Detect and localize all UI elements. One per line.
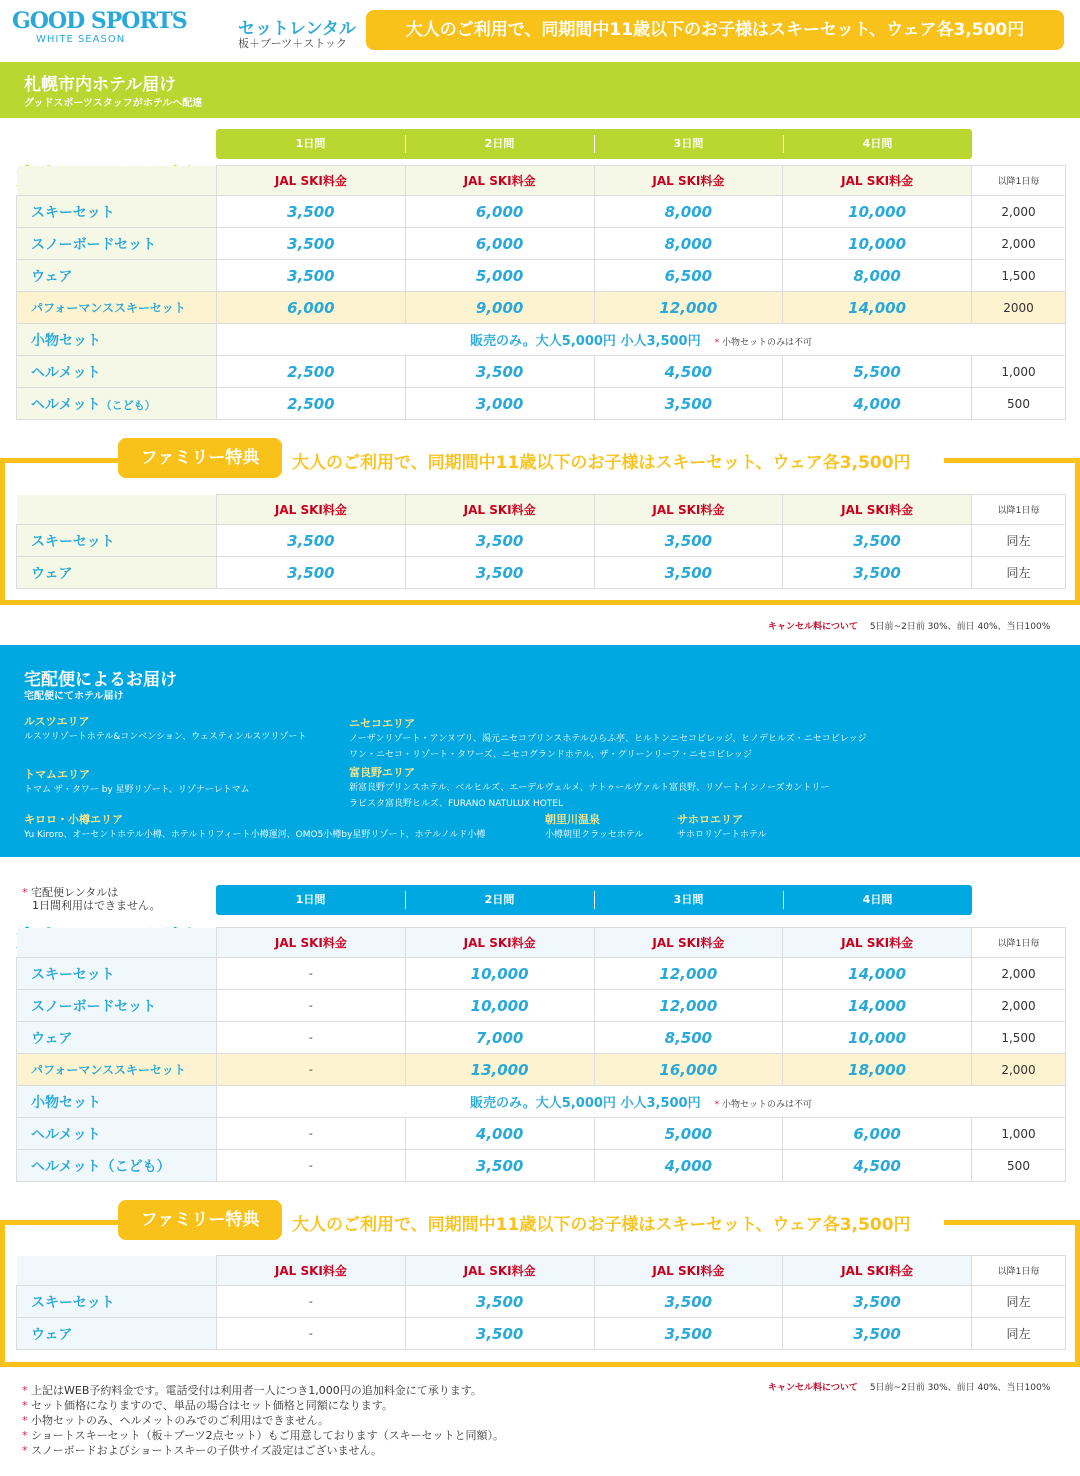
extra-day-cell: 2,000 <box>972 958 1066 990</box>
price-cell: 10,000 <box>783 196 972 228</box>
price-header: JAL SKI料金 <box>217 495 406 525</box>
extra-day-cell: 同左 <box>972 525 1066 557</box>
price-header: JAL SKI料金 <box>783 166 972 196</box>
price-cell: 3,500 <box>783 557 972 589</box>
price-cell: 6,000 <box>217 292 406 324</box>
table-row <box>17 388 1066 420</box>
delivery-family-text: 大人のご利用で、同期間中11歳以下のお子様はスキーセット、ウェア各3,500円 <box>292 1215 911 1235</box>
price-cell: - <box>217 1150 406 1182</box>
table-row <box>17 958 1066 990</box>
price-cell: 3,500 <box>594 1286 783 1318</box>
delivery-table-body <box>17 958 1066 1182</box>
price-cell: 5,000 <box>405 260 594 292</box>
row-name: パフォーマンススキーセット <box>17 292 217 324</box>
price-cell: 3,500 <box>405 557 594 589</box>
table-row <box>17 1318 1066 1350</box>
hotel-table-body <box>17 196 1066 420</box>
price-cell: - <box>217 990 406 1022</box>
cancel-label: キャンセル料について <box>768 1383 858 1393</box>
extra-day-cell: 500 <box>972 1150 1066 1182</box>
price-cell: 12,000 <box>594 958 783 990</box>
logo: GOOD SPORTS <box>12 8 187 34</box>
price-cell: 3,500 <box>217 228 406 260</box>
price-cell: 3,000 <box>405 388 594 420</box>
row-name: 小物セット <box>17 324 217 356</box>
delivery-price-table <box>16 927 1066 1182</box>
table-row <box>17 228 1066 260</box>
price-cell: 6,000 <box>405 228 594 260</box>
extra-day-cell: 2,000 <box>972 990 1066 1022</box>
header-promo-badge: 大人のご利用で、同期間中11歳以下のお子様はスキーセット、ウェア各3,500円 <box>366 10 1064 50</box>
price-header: JAL SKI料金 <box>405 495 594 525</box>
price-cell: 4,500 <box>783 1150 972 1182</box>
footnote: * スノーボードおよびショートスキーの子供サイズ設定はございません。 <box>22 1444 383 1457</box>
table-row <box>17 525 1066 557</box>
row-name: スキーセット <box>17 958 217 990</box>
area-niseko: ニセコエリア ノーザンリゾート・アンヌプリ、湯元ニセコプリンスホテルひらふ亭、ヒルトンニセコビレッジ、ヒノデヒルズ・ニセコビレッジ ワン・ニセコ・リゾート・タワーズ、ニセコグランドホテル、ザ・グリーンリーフ・ニセコビレッジ <box>349 717 867 760</box>
extra-day-cell: 同左 <box>972 1286 1066 1318</box>
cancel-text: 5日前~2日前 30%、前日 40%、当日100% <box>869 1383 1051 1393</box>
delivery-same-price-label: 大人・こども同額 <box>16 927 193 952</box>
hotel-family-text: 大人のご利用で、同期間中11歳以下のお子様はスキーセット、ウェア各3,500円 <box>292 453 911 473</box>
price-cell: 18,000 <box>783 1054 972 1086</box>
day-3-header: 3日間 <box>594 885 783 915</box>
day-1-header: 1日間 <box>295 893 326 906</box>
cancel-label: キャンセル料について <box>768 622 858 632</box>
row-name: スキーセット <box>17 1286 217 1318</box>
extra-day-cell: 1,000 <box>972 1118 1066 1150</box>
area-sahoro: サホロエリア サホロリゾートホテル <box>677 813 767 840</box>
price-cell: 12,000 <box>594 990 783 1022</box>
row-name: スキーセット <box>17 525 217 557</box>
day-4-header: 4日間 <box>783 129 972 159</box>
price-cell: 2,500 <box>217 356 406 388</box>
price-cell: 4,000 <box>405 1118 594 1150</box>
area-furano: 富良野エリア 新富良野プリンスホテル、ベルヒルズ、エーデルヴェルメ、ナトゥールヴァルト富良野、リゾートインノーズカントリー ラビスタ富良野ヒルズ、FURANO NATULUX HOTEL <box>349 766 830 809</box>
row-name: 小物セット <box>17 1086 217 1118</box>
hotel-family-label: ファミリー特典適用価格 <box>16 497 203 517</box>
footnote: * ショートスキーセット（板＋ブーツ2点セット）もご用意しております（スキーセットと同額）。 <box>22 1429 504 1442</box>
extra-day-cell: 500 <box>972 388 1066 420</box>
price-cell: 10,000 <box>405 990 594 1022</box>
price-cell: 14,000 <box>783 292 972 324</box>
extra-day-cell: 2000 <box>972 292 1066 324</box>
price-header: JAL SKI料金 <box>783 1256 972 1286</box>
extra-day-header: 以降1日毎 <box>972 928 1066 958</box>
sale-only-cell: 販売のみ。大人5,000円 小人3,500円 * 小物セットのみは不可 <box>217 324 1066 356</box>
price-cell: 4,500 <box>594 356 783 388</box>
price-cell: 4,000 <box>594 1150 783 1182</box>
price-header: JAL SKI料金 <box>783 928 972 958</box>
price-cell: 8,000 <box>594 196 783 228</box>
price-cell: 3,500 <box>594 1318 783 1350</box>
page-subtitle: 板＋ブーツ＋ストック <box>238 37 347 50</box>
delivery-section-subtitle: 宅配便にてホテル届け <box>24 691 124 702</box>
price-header: JAL SKI料金 <box>594 928 783 958</box>
price-cell: 9,000 <box>405 292 594 324</box>
price-cell: 4,000 <box>783 388 972 420</box>
delivery-note: * 宅配便レンタルは 1日間利用はできません。 <box>22 886 161 912</box>
delivery-family-body <box>17 1286 1066 1350</box>
price-cell: 3,500 <box>405 1286 594 1318</box>
sale-only-cell: 販売のみ。大人5,000円 小人3,500円 * 小物セットのみは不可 <box>217 1086 1066 1118</box>
price-cell: 3,500 <box>594 557 783 589</box>
price-cell: - <box>217 1286 406 1318</box>
price-header: JAL SKI料金 <box>405 1256 594 1286</box>
area-kiroro-otaru: キロロ・小樽エリア Yu Kiroro、オーセントホテル小樽、ホテルトリフィート小樽運河、OMO5小樽by星野リゾート、ホテルノルド小樽 <box>24 813 486 840</box>
price-cell: 10,000 <box>783 228 972 260</box>
table-row <box>17 260 1066 292</box>
table-row <box>17 557 1066 589</box>
cancel-text: 5日前~2日前 30%、前日 40%、当日100% <box>869 622 1051 632</box>
price-cell: 10,000 <box>783 1022 972 1054</box>
extra-day-cell: 2,000 <box>972 228 1066 260</box>
table-row <box>17 1118 1066 1150</box>
extra-day-cell: 1,000 <box>972 356 1066 388</box>
price-cell: 13,000 <box>405 1054 594 1086</box>
price-cell: 12,000 <box>594 292 783 324</box>
price-cell: 10,000 <box>405 958 594 990</box>
area-asarigawa: 朝里川温泉 小樽朝里クラッセホテル <box>545 813 644 840</box>
table-row <box>17 990 1066 1022</box>
price-cell: 2,500 <box>217 388 406 420</box>
table-row <box>17 1086 1066 1118</box>
delivery-section-title: 宅配便によるお届け <box>24 670 177 690</box>
day-2-header: 2日間 <box>405 129 594 159</box>
price-cell: 6,500 <box>594 260 783 292</box>
day-2-header: 2日間 <box>405 885 594 915</box>
price-cell: 3,500 <box>783 525 972 557</box>
hotel-price-table <box>16 165 1066 420</box>
price-cell: 7,000 <box>405 1022 594 1054</box>
row-name: ヘルメット（こども） <box>17 388 217 420</box>
row-name: ウェア <box>17 1022 217 1054</box>
price-header: JAL SKI料金 <box>594 495 783 525</box>
table-row <box>17 292 1066 324</box>
price-cell: 3,500 <box>783 1286 972 1318</box>
table-row <box>17 324 1066 356</box>
hotel-family-table <box>16 494 1066 589</box>
price-cell: 3,500 <box>594 525 783 557</box>
price-cell: 14,000 <box>783 958 972 990</box>
price-cell: - <box>217 1318 406 1350</box>
row-name: パフォーマンススキーセット <box>17 1054 217 1086</box>
price-cell: 16,000 <box>594 1054 783 1086</box>
price-cell: 14,000 <box>783 990 972 1022</box>
extra-day-header: 以降1日毎 <box>972 495 1066 525</box>
row-name: ウェア <box>17 260 217 292</box>
price-cell: 3,500 <box>594 388 783 420</box>
price-header: JAL SKI料金 <box>217 928 406 958</box>
price-header: JAL SKI料金 <box>405 928 594 958</box>
price-cell: 5,000 <box>594 1118 783 1150</box>
hotel-section-subtitle: グッドスポーツスタッフがホテルへ配達 <box>24 98 203 109</box>
price-cell: 3,500 <box>217 557 406 589</box>
table-row <box>17 1054 1066 1086</box>
price-cell: 3,500 <box>405 1318 594 1350</box>
price-header: JAL SKI料金 <box>783 495 972 525</box>
delivery-family-badge: ファミリー特典 <box>118 1200 282 1240</box>
extra-day-header: 以降1日毎 <box>972 166 1066 196</box>
hotel-cancel-info <box>768 619 1050 632</box>
footnote: * セット価格になりますので、単品の場合はセット価格と同額になります。 <box>22 1399 393 1412</box>
price-cell: 3,500 <box>217 525 406 557</box>
extra-day-cell: 同左 <box>972 557 1066 589</box>
price-cell: 6,000 <box>783 1118 972 1150</box>
price-cell: 8,000 <box>783 260 972 292</box>
hotel-day-header <box>216 129 972 159</box>
extra-day-cell: 2,000 <box>972 196 1066 228</box>
table-row <box>17 1286 1066 1318</box>
hotel-section-banner <box>0 62 1080 118</box>
price-cell: 3,500 <box>405 525 594 557</box>
price-cell: - <box>217 958 406 990</box>
price-header: JAL SKI料金 <box>217 166 406 196</box>
row-name: スノーボードセット <box>17 228 217 260</box>
extra-day-cell: 1,500 <box>972 1022 1066 1054</box>
hotel-section-title: 札幌市内ホテル届け <box>24 75 177 95</box>
price-cell: - <box>217 1054 406 1086</box>
price-cell: 6,000 <box>405 196 594 228</box>
hotel-same-price-label: 大人・こども同額 <box>16 165 193 190</box>
price-header: JAL SKI料金 <box>594 166 783 196</box>
extra-day-cell: 同左 <box>972 1318 1066 1350</box>
table-row <box>17 356 1066 388</box>
delivery-section-banner <box>0 645 1080 857</box>
price-cell: - <box>217 1118 406 1150</box>
delivery-family-table <box>16 1255 1066 1350</box>
row-name: ヘルメット <box>17 1118 217 1150</box>
row-name: ヘルメット <box>17 356 217 388</box>
price-header: JAL SKI料金 <box>405 166 594 196</box>
extra-day-header: 以降1日毎 <box>972 1256 1066 1286</box>
day-4-header: 4日間 <box>783 885 972 915</box>
price-cell: 3,500 <box>783 1318 972 1350</box>
delivery-family-label: ファミリー特典適用価格 <box>16 1259 203 1279</box>
footnotes <box>22 1383 504 1458</box>
price-cell: 8,500 <box>594 1022 783 1054</box>
hotel-family-body <box>17 525 1066 589</box>
price-cell: 3,500 <box>405 1150 594 1182</box>
table-row <box>17 1022 1066 1054</box>
row-name: スノーボードセット <box>17 990 217 1022</box>
delivery-cancel-info <box>768 1380 1050 1393</box>
price-header: JAL SKI料金 <box>594 1256 783 1286</box>
price-cell: 3,500 <box>405 356 594 388</box>
price-cell: 8,000 <box>594 228 783 260</box>
price-header: JAL SKI料金 <box>217 1256 406 1286</box>
extra-day-cell: 2,000 <box>972 1054 1066 1086</box>
area-tomamu: トマムエリア トマム ザ・タワー by 星野リゾート、リゾナーレトマム <box>24 768 250 795</box>
extra-day-cell: 1,500 <box>972 260 1066 292</box>
price-cell: 3,500 <box>217 260 406 292</box>
table-row <box>17 196 1066 228</box>
area-rusutsu: ルスツエリア ルスツリゾートホテル&コンベンション、ウェスティンルスツリゾート <box>24 715 307 742</box>
footnote: * 上記はWEB予約料金です。電話受付は利用者一人につき1,000円の追加料金にて承ります。 <box>22 1384 482 1397</box>
logo-subtitle: WHITE SEASON <box>36 34 126 45</box>
footnote: * 小物セットのみ、ヘルメットのみでのご利用はできません。 <box>22 1414 329 1427</box>
row-name: スキーセット <box>17 196 217 228</box>
row-name: ウェア <box>17 557 217 589</box>
price-cell: 3,500 <box>217 196 406 228</box>
price-cell: - <box>217 1022 406 1054</box>
row-name: ウェア <box>17 1318 217 1350</box>
day-1-header: 1日間 <box>295 137 326 150</box>
delivery-day-header <box>216 885 972 915</box>
row-name: ヘルメット（こども） <box>17 1150 217 1182</box>
page-title: セットレンタル <box>238 19 356 39</box>
price-cell: 5,500 <box>783 356 972 388</box>
day-3-header: 3日間 <box>594 129 783 159</box>
hotel-family-badge: ファミリー特典 <box>118 438 282 478</box>
table-row <box>17 1150 1066 1182</box>
